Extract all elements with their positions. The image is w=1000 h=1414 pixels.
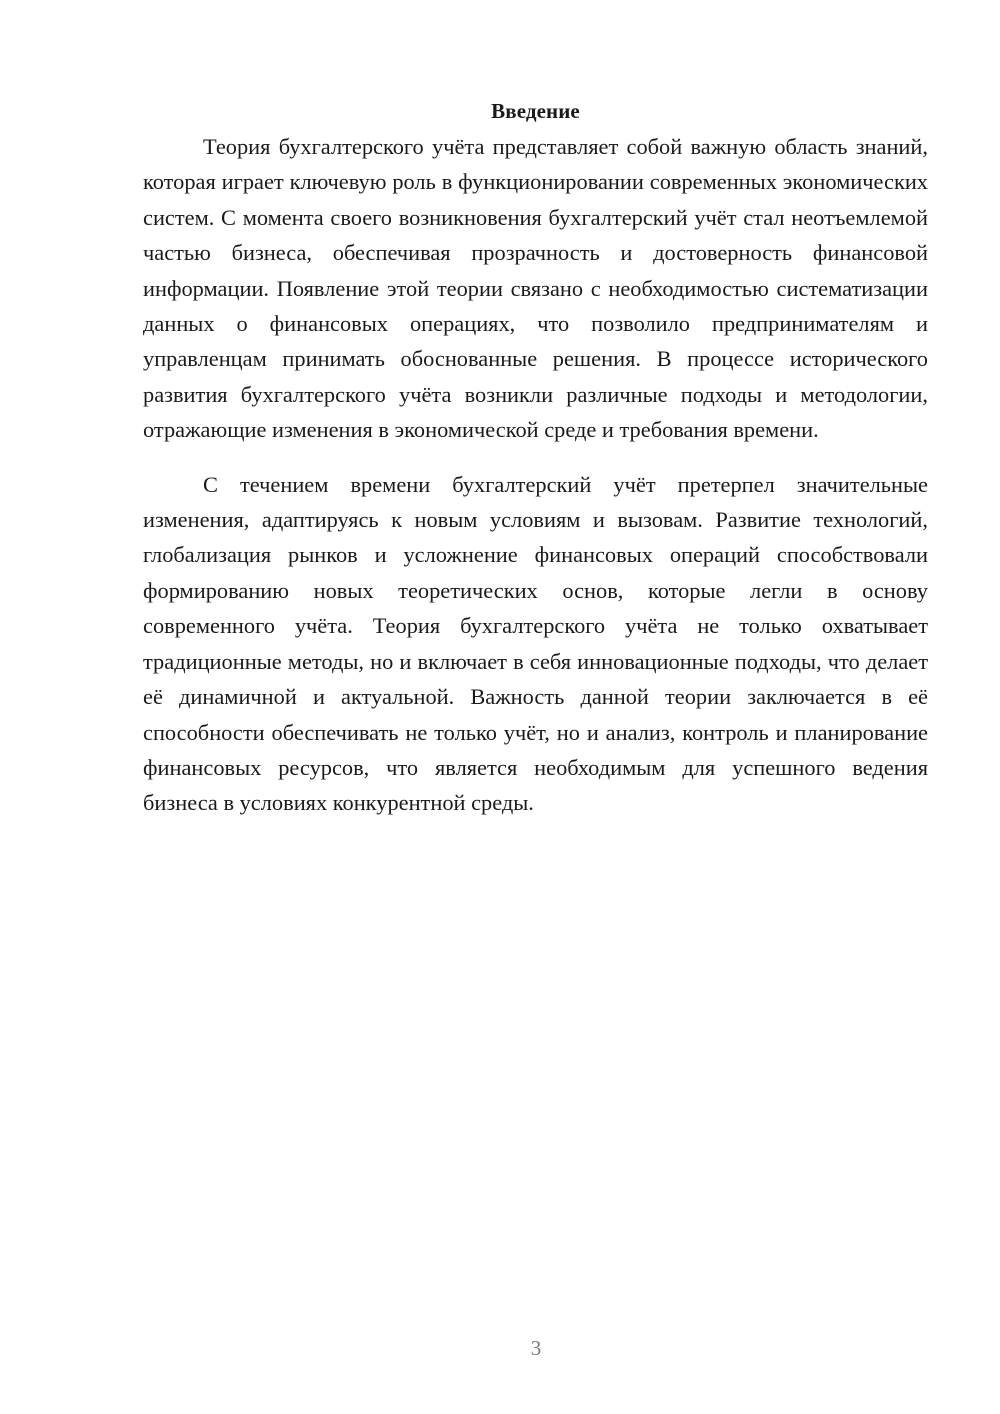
page-content bbox=[143, 96, 928, 821]
page-number: 3 bbox=[530, 1336, 542, 1360]
body-paragraph-1: Теория бухгалтерского учёта представляет собой важную область знаний, которая играет ключевую роль в функционировании современных экономических систем. С момента своего возникновения бухгалтерский учёт стал неотъемлемой частью бизнеса, обеспечивая прозрачность и достоверность финансовой информации. Появление этой теории связано с необходимостью систематизации данных о финансовых операциях, что позволило предпринимателям и управленцам принимать обоснованные решения. В процессе исторического развития бухгалтерского учёта возникли различные подходы и методологии, отражающие изменения в экономической среде и требования времени. bbox=[143, 134, 928, 443]
section-heading: Введение bbox=[491, 99, 580, 123]
body-paragraph-2: С течением времени бухгалтерский учёт претерпел значительные изменения, адаптируясь к новым условиям и вызовам. Развитие технологий, глобализация рынков и усложнение финансовых операций способствовали формированию новых теоретических основ, которые легли в основу современного учёта. Теория бухгалтерского учёта не только охватывает традиционные методы, но и включает в себя инновационные подходы, что делает её динамичной и актуальной. Важность данной теории заключается в её способности обеспечивать не только учёт, но и анализ, контроль и планирование финансовых ресурсов, что является необходимым для успешного ведения бизнеса в условиях конкурентной среды. bbox=[143, 471, 928, 816]
